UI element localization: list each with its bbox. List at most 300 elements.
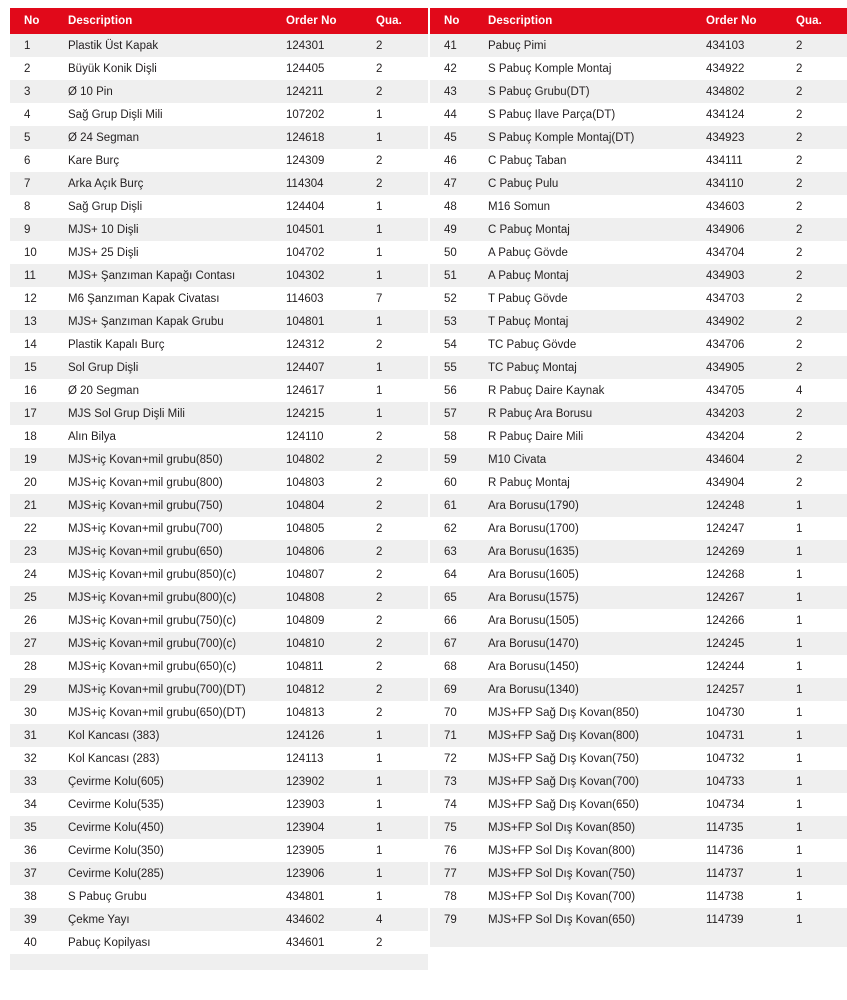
cell-no: 26 <box>24 614 37 627</box>
table-row <box>10 678 428 701</box>
table-row <box>10 333 428 356</box>
cell-qua: 2 <box>376 936 383 949</box>
cell-order-no: 124269 <box>706 540 786 563</box>
table-row <box>430 195 847 218</box>
cell-order-no: 434604 <box>706 448 786 471</box>
left-table-body <box>10 34 428 970</box>
cell-order-no: 104731 <box>706 724 786 747</box>
table-row <box>430 264 847 287</box>
cell-description: S Pabuç Grubu(DT) <box>488 80 706 103</box>
table-row <box>10 34 428 57</box>
cell-no: 60 <box>444 476 457 489</box>
cell-no: 52 <box>444 292 457 305</box>
table-row <box>430 34 847 57</box>
cell-qua: 2 <box>376 568 383 581</box>
cell-qua: 1 <box>366 126 428 149</box>
cell-order-no: 104805 <box>286 522 325 535</box>
cell-order-no: 104501 <box>286 218 366 241</box>
cell-description: MJS+iç Kovan+mil grubu(800) <box>68 476 223 489</box>
cell-description: Arka Açık Burç <box>68 172 286 195</box>
cell-order-no: 124248 <box>706 494 786 517</box>
cell-description: C Pabuç Taban <box>488 154 567 167</box>
cell-no: 22 <box>24 522 37 535</box>
cell-qua: 2 <box>376 62 383 75</box>
cell-order-no: 104810 <box>286 632 366 655</box>
cell-description: T Pabuç Montaj <box>488 310 706 333</box>
cell-order-no: 434906 <box>706 218 786 241</box>
table-row <box>10 839 428 862</box>
table-row <box>430 310 847 333</box>
cell-order-no: 434124 <box>706 108 745 121</box>
table-row <box>10 448 428 471</box>
column-header-no: No <box>430 8 488 34</box>
cell-description: Ara Borusu(1635) <box>488 540 706 563</box>
cell-no: 56 <box>444 384 457 397</box>
cell-order-no: 104809 <box>286 614 325 627</box>
table-row <box>10 931 428 954</box>
cell-qua: 2 <box>366 448 428 471</box>
cell-qua: 2 <box>786 448 847 471</box>
cell-no: 46 <box>444 154 457 167</box>
cell-description: M16 Somun <box>488 200 551 213</box>
cell-description: A Pabuç Montaj <box>488 264 706 287</box>
table-row <box>10 655 428 678</box>
cell-no: 3 <box>10 80 68 103</box>
right-table-container <box>430 8 834 970</box>
table-row <box>10 517 428 540</box>
table-row <box>430 126 847 149</box>
table-row <box>430 241 847 264</box>
cell-order-no: 124301 <box>286 34 366 57</box>
cell-no: 16 <box>24 384 37 397</box>
cell-no: 13 <box>10 310 68 333</box>
cell-no: 61 <box>430 494 488 517</box>
cell-no: 75 <box>430 816 488 839</box>
cell-order-no: 123902 <box>286 770 366 793</box>
table-row <box>10 494 428 517</box>
cell-qua: 2 <box>786 34 847 57</box>
cell-description: R Pabuç Montaj <box>488 476 570 489</box>
cell-order-no: 124404 <box>286 200 325 213</box>
cell-no: 40 <box>24 936 37 949</box>
cell-order-no: 123906 <box>286 862 366 885</box>
cell-qua: 1 <box>796 706 803 719</box>
table-row <box>10 103 428 126</box>
cell-no: 10 <box>24 246 37 259</box>
cell-order-no: 104806 <box>286 540 366 563</box>
cell-description: Kol Kancası (283) <box>68 752 160 765</box>
table-row <box>430 724 847 747</box>
cell-description: MJS+FP Sağ Dış Kovan(800) <box>488 724 706 747</box>
cell-order-no: 104812 <box>286 678 366 701</box>
cell-order-no: 434923 <box>706 126 786 149</box>
table-row <box>10 747 428 770</box>
cell-no: 29 <box>10 678 68 701</box>
parts-table-right <box>430 8 847 947</box>
cell-no: 44 <box>444 108 457 121</box>
cell-description: Ø 10 Pin <box>68 80 286 103</box>
table-row <box>10 402 428 425</box>
cell-qua: 1 <box>376 844 383 857</box>
table-row <box>430 770 847 793</box>
table-row <box>10 218 428 241</box>
cell-qua: 1 <box>796 890 803 903</box>
cell-no: 33 <box>10 770 68 793</box>
cell-no: 27 <box>10 632 68 655</box>
table-row <box>430 379 847 402</box>
table-row <box>430 471 847 494</box>
cell-description: Kol Kancası (383) <box>68 724 286 747</box>
cell-no: 68 <box>444 660 457 673</box>
table-row <box>430 57 847 80</box>
cell-order-no: 104807 <box>286 568 325 581</box>
column-header-no: No <box>10 8 68 34</box>
cell-no: 42 <box>444 62 457 75</box>
cell-no: 8 <box>24 200 31 213</box>
cell-description: MJS+ 10 Dişli <box>68 218 286 241</box>
cell-description: Cevirme Kolu(535) <box>68 798 164 811</box>
left-table-head <box>10 8 428 34</box>
cell-order-no: 123904 <box>286 816 366 839</box>
cell-order-no: 104804 <box>286 494 366 517</box>
column-header-order-no: Order No <box>286 8 366 34</box>
cell-no: 31 <box>10 724 68 747</box>
cell-order-no: 434603 <box>706 200 745 213</box>
cell-no: 58 <box>444 430 457 443</box>
cell-qua: 1 <box>366 816 428 839</box>
cell-qua: 2 <box>786 172 847 195</box>
table-row <box>10 149 428 172</box>
cell-qua: 1 <box>786 540 847 563</box>
cell-no: 54 <box>444 338 457 351</box>
cell-order-no: 434110 <box>706 172 786 195</box>
cell-order-no: 434103 <box>706 34 786 57</box>
cell-description: Ara Borusu(1340) <box>488 678 706 701</box>
table-row <box>430 908 847 931</box>
column-header-qua: Qua. <box>786 8 847 34</box>
cell-no: 12 <box>24 292 37 305</box>
table-row <box>430 494 847 517</box>
cell-qua: 1 <box>796 844 803 857</box>
cell-description: Ara Borusu(1450) <box>488 660 579 673</box>
cell-description: Ara Borusu(1575) <box>488 586 706 609</box>
cell-no: 65 <box>430 586 488 609</box>
cell-qua: 1 <box>376 798 383 811</box>
cell-qua: 2 <box>796 108 803 121</box>
cell-description: MJS+iç Kovan+mil grubu(650)(DT) <box>68 706 246 719</box>
column-header-order-no: Order No <box>706 8 786 34</box>
cell-order-no: 434904 <box>706 476 745 489</box>
cell-no: 32 <box>24 752 37 765</box>
cell-qua: 2 <box>366 586 428 609</box>
table-row <box>10 701 428 724</box>
cell-description: MJS+ 25 Dişli <box>68 246 139 259</box>
table-row <box>10 471 428 494</box>
cell-description: R Pabuç Daire Mili <box>488 430 584 443</box>
table-row <box>10 632 428 655</box>
cell-no: 18 <box>24 430 37 443</box>
table-row <box>10 80 428 103</box>
cell-qua: 1 <box>786 586 847 609</box>
cell-qua: 2 <box>786 218 847 241</box>
cell-description: MJS+FP Sol Dış Kovan(800) <box>488 844 636 857</box>
cell-qua: 1 <box>796 522 803 535</box>
cell-qua: 2 <box>366 34 428 57</box>
cell-no: 71 <box>430 724 488 747</box>
cell-description: Cevirme Kolu(450) <box>68 816 286 839</box>
cell-description: C Pabuç Pulu <box>488 172 706 195</box>
table-row <box>10 586 428 609</box>
table-row <box>10 425 428 448</box>
cell-order-no: 114735 <box>706 816 786 839</box>
cell-no: 17 <box>10 402 68 425</box>
cell-order-no: 124405 <box>286 62 325 75</box>
cell-order-no: 104733 <box>706 770 786 793</box>
cell-order-no: 124257 <box>706 678 786 701</box>
cell-no: 70 <box>444 706 457 719</box>
cell-description: M6 Şanzıman Kapak Civatası <box>68 292 220 305</box>
cell-qua: 1 <box>786 678 847 701</box>
cell-qua: 2 <box>796 154 803 167</box>
cell-description: Cevirme Kolu(350) <box>68 844 164 857</box>
table-row <box>10 724 428 747</box>
cell-order-no: 124126 <box>286 724 366 747</box>
cell-no: 14 <box>24 338 37 351</box>
table-row <box>430 333 847 356</box>
cell-qua: 2 <box>786 310 847 333</box>
table-row <box>430 632 847 655</box>
table-row <box>10 264 428 287</box>
cell-description: MJS Sol Grup Dişli Mili <box>68 402 286 425</box>
cell-description: MJS+FP Sol Dış Kovan(700) <box>488 890 636 903</box>
cell-order-no: 114738 <box>706 890 744 903</box>
spacer-cell <box>430 931 847 947</box>
cell-description: Sol Grup Dişli <box>68 356 286 379</box>
table-row <box>430 425 847 448</box>
cell-no: 73 <box>430 770 488 793</box>
cell-description: MJS+FP Sağ Dış Kovan(700) <box>488 770 706 793</box>
cell-order-no: 104802 <box>286 448 366 471</box>
cell-no: 5 <box>10 126 68 149</box>
cell-qua: 2 <box>796 292 803 305</box>
cell-description: Ø 20 Segman <box>68 384 139 397</box>
cell-no: 39 <box>10 908 68 931</box>
cell-qua: 2 <box>366 80 428 103</box>
cell-description: S Pabuç Grubu <box>68 890 147 903</box>
table-row <box>10 126 428 149</box>
cell-description: S Pabuç Komple Montaj <box>488 62 612 75</box>
table-row <box>430 701 847 724</box>
cell-no: 66 <box>444 614 457 627</box>
cell-description: R Pabuç Daire Kaynak <box>488 384 605 397</box>
table-row <box>10 379 428 402</box>
cell-description: MJS+FP Sol Dış Kovan(750) <box>488 862 706 885</box>
cell-no: 63 <box>430 540 488 563</box>
table-row <box>10 57 428 80</box>
cell-no: 48 <box>444 200 457 213</box>
cell-no: 62 <box>444 522 457 535</box>
cell-qua: 1 <box>796 752 803 765</box>
cell-no: 21 <box>10 494 68 517</box>
cell-description: Kare Burç <box>68 154 120 167</box>
cell-qua: 1 <box>796 568 803 581</box>
table-row <box>10 241 428 264</box>
cell-order-no: 434703 <box>706 292 745 305</box>
cell-description: MJS+iç Kovan+mil grubu(800)(c) <box>68 586 286 609</box>
cell-order-no: 434801 <box>286 890 325 903</box>
cell-order-no: 104302 <box>286 264 366 287</box>
cell-order-no: 104803 <box>286 476 325 489</box>
cell-no: 20 <box>24 476 37 489</box>
cell-description: TC Pabuç Montaj <box>488 356 706 379</box>
table-row <box>430 816 847 839</box>
cell-description: MJS+iç Kovan+mil grubu(750) <box>68 494 286 517</box>
cell-order-no: 434602 <box>286 908 366 931</box>
cell-no: 11 <box>10 264 68 287</box>
cell-qua: 7 <box>376 292 383 305</box>
cell-no: 35 <box>10 816 68 839</box>
cell-order-no: 114603 <box>286 292 324 305</box>
cell-order-no: 124618 <box>286 126 366 149</box>
cell-order-no: 124266 <box>706 614 745 627</box>
table-row <box>10 793 428 816</box>
cell-qua: 1 <box>796 614 803 627</box>
cell-qua: 1 <box>366 402 428 425</box>
cell-no: 19 <box>10 448 68 471</box>
cell-order-no: 434903 <box>706 264 786 287</box>
right-table-head <box>430 8 847 34</box>
cell-description: M10 Civata <box>488 448 706 471</box>
cell-qua: 1 <box>376 200 383 213</box>
cell-description: TC Pabuç Gövde <box>488 338 577 351</box>
cell-qua: 2 <box>376 522 383 535</box>
cell-no: 59 <box>430 448 488 471</box>
cell-description: MJS+iç Kovan+mil grubu(850)(c) <box>68 568 237 581</box>
cell-order-no: 434706 <box>706 338 745 351</box>
cell-qua: 2 <box>786 356 847 379</box>
cell-order-no: 124113 <box>286 752 324 765</box>
table-footer-spacer <box>10 954 428 970</box>
cell-description: C Pabuç Montaj <box>488 218 706 241</box>
cell-description: Ø 24 Segman <box>68 126 286 149</box>
cell-description: Sağ Grup Dişli <box>68 200 143 213</box>
table-row <box>430 839 847 862</box>
cell-no: 49 <box>430 218 488 241</box>
cell-description: MJS+FP Sol Dış Kovan(850) <box>488 816 706 839</box>
cell-no: 72 <box>444 752 457 765</box>
cell-description: R Pabuç Ara Borusu <box>488 402 706 425</box>
cell-no: 15 <box>10 356 68 379</box>
cell-order-no: 434204 <box>706 430 745 443</box>
cell-description: Ara Borusu(1790) <box>488 494 706 517</box>
cell-qua: 1 <box>366 724 428 747</box>
table-row <box>430 563 847 586</box>
cell-description: Ara Borusu(1505) <box>488 614 579 627</box>
column-header-description: Description <box>68 8 286 34</box>
cell-no: 24 <box>24 568 37 581</box>
cell-order-no: 104730 <box>706 706 745 719</box>
cell-qua: 2 <box>796 62 803 75</box>
cell-no: 45 <box>430 126 488 149</box>
table-row <box>430 218 847 241</box>
cell-no: 78 <box>444 890 457 903</box>
cell-qua: 2 <box>796 200 803 213</box>
right-header-row <box>430 8 847 34</box>
table-row <box>10 287 428 310</box>
cell-description: MJS+ Şanzıman Kapağı Contası <box>68 264 286 287</box>
cell-no: 30 <box>24 706 37 719</box>
cell-order-no: 434802 <box>706 80 786 103</box>
cell-no: 25 <box>10 586 68 609</box>
cell-description: MJS+iç Kovan+mil grubu(850) <box>68 448 286 471</box>
cell-qua: 2 <box>376 706 383 719</box>
cell-qua: 1 <box>366 264 428 287</box>
table-row <box>10 885 428 908</box>
cell-qua: 2 <box>796 430 803 443</box>
table-row <box>430 448 847 471</box>
cell-order-no: 114304 <box>286 172 366 195</box>
table-row <box>10 563 428 586</box>
table-row <box>10 172 428 195</box>
cell-order-no: 104813 <box>286 706 325 719</box>
table-row <box>10 540 428 563</box>
cell-qua: 1 <box>376 108 383 121</box>
table-row <box>10 356 428 379</box>
cell-order-no: 434704 <box>706 246 745 259</box>
cell-no: 76 <box>444 844 457 857</box>
cell-order-no: 124267 <box>706 586 786 609</box>
cell-order-no: 434705 <box>706 384 745 397</box>
cell-no: 4 <box>24 108 31 121</box>
cell-qua: 1 <box>786 724 847 747</box>
cell-order-no: 114737 <box>706 862 786 885</box>
table-row <box>430 678 847 701</box>
left-table-container <box>10 8 414 970</box>
cell-no: 9 <box>10 218 68 241</box>
cell-qua: 2 <box>376 660 383 673</box>
column-header-qua: Qua. <box>366 8 428 34</box>
table-row <box>10 770 428 793</box>
cell-order-no: 114736 <box>706 844 744 857</box>
cell-order-no: 124407 <box>286 356 366 379</box>
cell-qua: 1 <box>366 310 428 333</box>
cell-qua: 1 <box>376 890 383 903</box>
cell-qua: 2 <box>366 678 428 701</box>
cell-qua: 2 <box>786 264 847 287</box>
cell-description: Çekme Yayı <box>68 908 286 931</box>
table-row <box>10 609 428 632</box>
table-row <box>430 517 847 540</box>
cell-description: MJS+iç Kovan+mil grubu(650) <box>68 540 286 563</box>
cell-order-no: 124268 <box>706 568 745 581</box>
table-row <box>430 655 847 678</box>
cell-order-no: 123903 <box>286 798 325 811</box>
cell-qua: 1 <box>786 632 847 655</box>
cell-description: MJS+ Şanzıman Kapak Grubu <box>68 310 286 333</box>
cell-order-no: 114739 <box>706 908 786 931</box>
cell-qua: 1 <box>796 660 803 673</box>
cell-no: 79 <box>430 908 488 931</box>
cell-description: Ara Borusu(1605) <box>488 568 579 581</box>
cell-order-no: 104702 <box>286 246 325 259</box>
cell-no: 50 <box>444 246 457 259</box>
table-row <box>10 816 428 839</box>
cell-qua: 2 <box>786 126 847 149</box>
spacer-cell <box>10 954 428 970</box>
cell-qua: 2 <box>376 338 383 351</box>
table-row <box>430 586 847 609</box>
cell-order-no: 104732 <box>706 752 745 765</box>
